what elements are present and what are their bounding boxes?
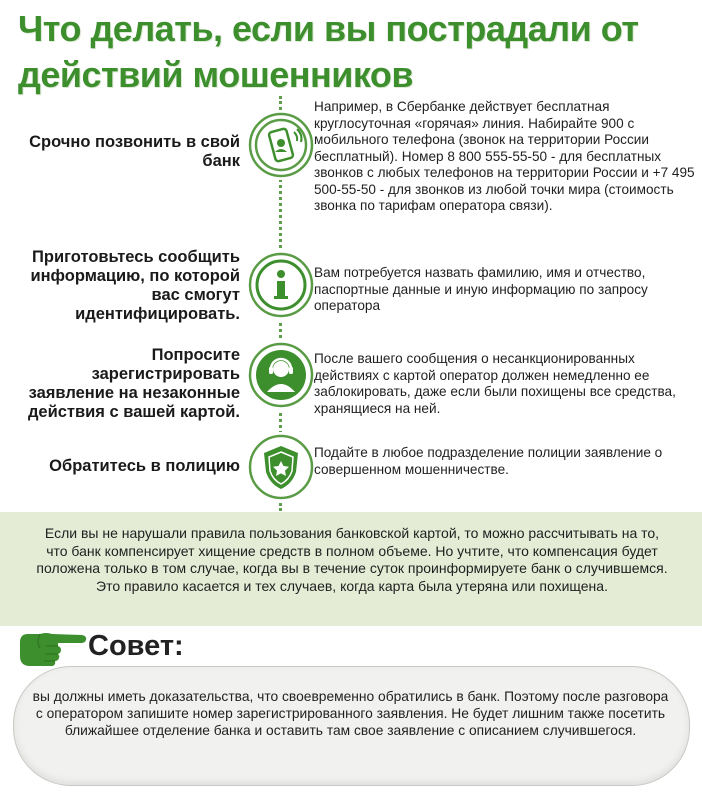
page-title: Что делать, если вы пострадали от действий мошенников — [18, 8, 639, 95]
advice-text: вы должны иметь доказательства, что своевременно обратились в банк. Поэтому после разговора с оператором запишите номер зарегистрированного заявления. Не будет лишним также посетить ближайшее отделение банка и оставить там свое заявление с описанием случившегося. — [32, 689, 669, 738]
step-1-heading: Срочно позвонить в свой банк — [29, 133, 240, 170]
advice-title: Совет: — [88, 630, 184, 662]
compensation-note: Если вы не нарушали правила пользования банковской картой, то можно рассчитывать на то, что банк компенсирует хищение средств в полном объеме. Но учтите, что компенсация будет положена только в том случае, когда вы в течение суток проинформируете банк о случившемся. Это правило касается и тех случаев, когда карта была утеряна или похищена. — [36, 525, 668, 594]
step-2-heading: Приготовьтесь сообщить информацию, по которой вас смогут идентифицировать. — [30, 248, 240, 323]
phone-call-icon — [246, 110, 316, 180]
step-2-text: Вам потребуется назвать фамилию, имя и отчество, паспортные данные и иную информацию по запросу оператора — [314, 265, 648, 313]
step-1-text: Например, в Сбербанке действует бесплатная круглосуточная «горячая» линия. Набирайте 900 с мобильного телефона (звонок на территории России бесплатный). Номер 8 800 555-55-50 - для бесплатных звонков с любых телефонов на территории России и +7 495 500-55-50 - для звонков из любой точки мира (стоимость звонка по тарифам оператора связи). — [314, 99, 695, 213]
step-4-text: Подайте в любое подразделение полиции заявление о совершенном мошенничестве. — [314, 445, 663, 477]
operator-headset-icon — [246, 340, 316, 410]
police-badge-icon — [246, 432, 316, 502]
info-icon — [246, 250, 316, 320]
step-3-text: После вашего сообщения о несанкционированных действиях с картой оператор должен немедленно ее заблокировать, даже если были похищены все средства, хранящиеся на ней. — [314, 351, 676, 416]
pointing-hand-icon — [18, 628, 88, 668]
step-3-heading: Попросите зарегистрировать заявление на незаконные действия с вашей картой. — [27, 346, 240, 421]
step-4-heading: Обратитесь в полицию — [49, 457, 240, 475]
